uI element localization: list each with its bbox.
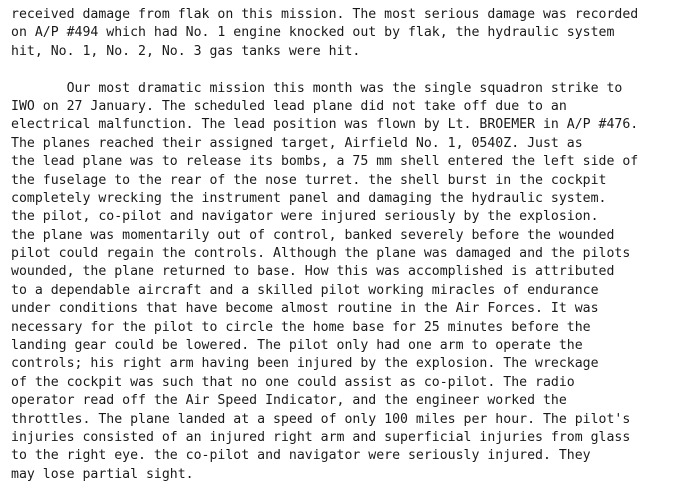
paragraph-gap: [11, 61, 695, 79]
text-line: the fuselage to the rear of the nose turret. the shell burst in the cockpit: [11, 172, 607, 188]
text-line: under conditions that have become almost routine in the Air Forces. It was: [11, 301, 599, 317]
text-line: The planes reached their assigned target, Airfield No. 1, 0540Z. Just as: [11, 135, 583, 151]
text-line: wounded, the plane returned to base. How this was accomplished is attributed: [11, 264, 615, 280]
text-line: electrical malfunction. The lead position was flown by Lt. BROEMER in A/P #476.: [11, 117, 639, 133]
text-line: the pilot, co-pilot and navigator were injured seriously by the explosion.: [11, 209, 599, 225]
text-line: Our most dramatic mission this month was the single squadron strike to: [11, 80, 623, 96]
text-line: to the right eye. the co-pilot and navigator were seriously injured. They: [11, 448, 591, 464]
document-body: [11, 6, 695, 484]
text-line: to a dependable aircraft and a skilled pilot working miracles of endurance: [11, 282, 599, 298]
text-line: IWO on 27 January. The scheduled lead plane did not take off due to an: [11, 98, 567, 114]
text-line: controls; his right arm having been injured by the explosion. The wreckage: [11, 356, 599, 372]
text-line: the lead plane was to release its bombs, a 75 mm shell entered the left side of: [11, 154, 639, 170]
text-line: pilot could regain the controls. Although the plane was damaged and the pilots: [11, 246, 631, 262]
text-line: hit, No. 1, No. 2, No. 3 gas tanks were hit.: [11, 43, 361, 59]
text-line: operator read off the Air Speed Indicator, and the engineer worked the: [11, 393, 567, 409]
paragraph-iwo-mission: [11, 80, 695, 485]
text-line: necessary for the pilot to circle the home base for 25 minutes before the: [11, 319, 591, 335]
text-line: the plane was momentarily out of control, banked severely before the wounded: [11, 227, 615, 243]
text-line: on A/P #494 which had No. 1 engine knocked out by flak, the hydraulic system: [11, 25, 615, 41]
text-line: injuries consisted of an injured right arm and superficial injuries from glass: [11, 429, 631, 445]
text-line: throttles. The plane landed at a speed of only 100 miles per hour. The pilot's: [11, 411, 631, 427]
text-line: received damage from flak on this mission. The most serious damage was recorded: [11, 7, 639, 22]
text-line: of the cockpit was such that no one could assist as co-pilot. The radio: [11, 374, 575, 390]
text-line: completely wrecking the instrument panel and damaging the hydraulic system.: [11, 190, 607, 206]
text-line: may lose partial sight.: [11, 466, 194, 482]
text-line: landing gear could be lowered. The pilot only had one arm to operate the: [11, 338, 583, 354]
paragraph-flak-damage: [11, 6, 695, 61]
